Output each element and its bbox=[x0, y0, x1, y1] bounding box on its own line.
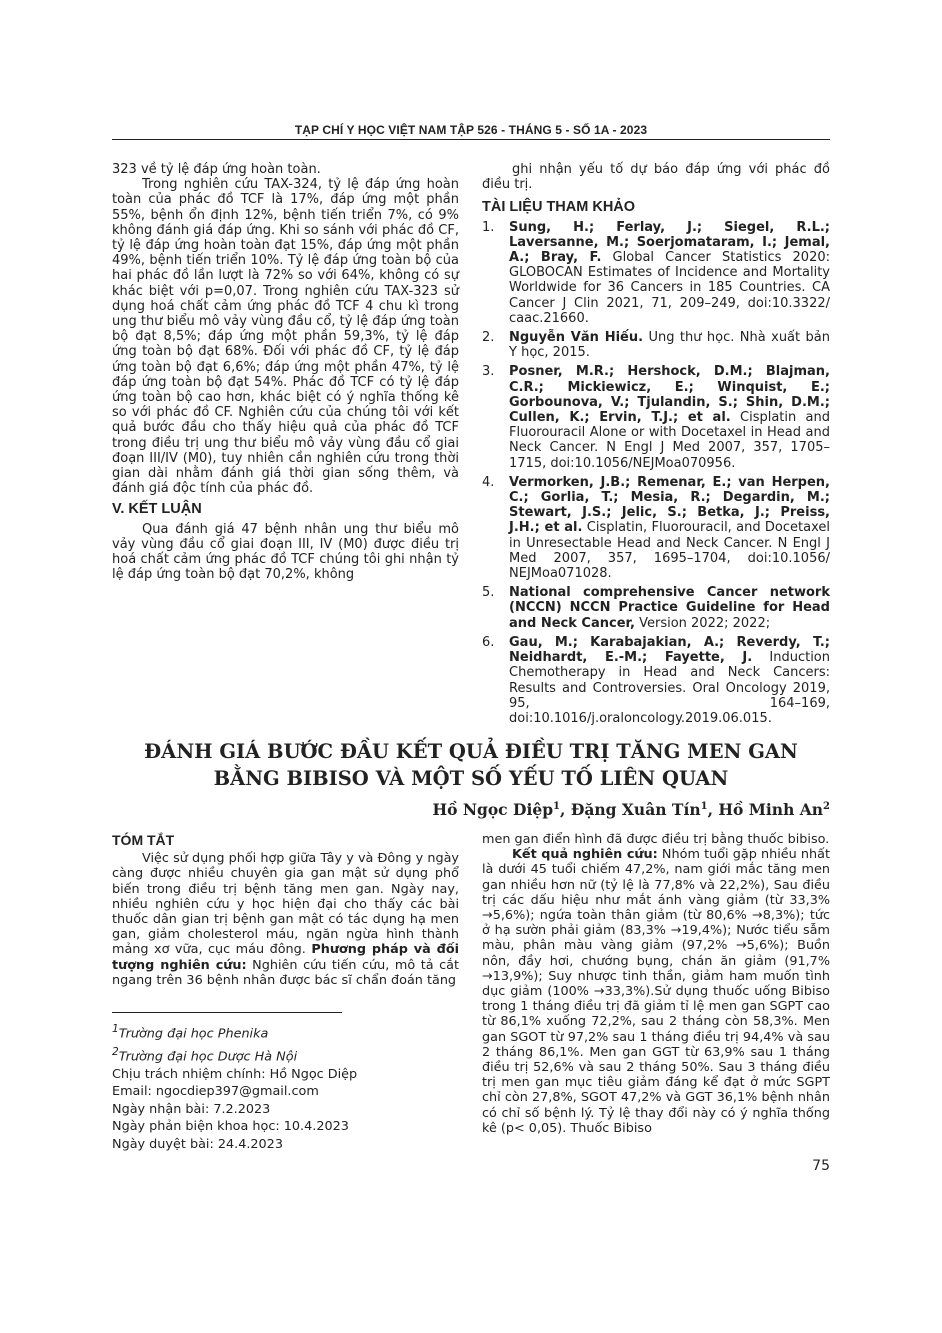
section-heading-conclusion: V. KẾT LUẬN bbox=[112, 501, 202, 518]
received-date: Ngày nhận bài: 7.2.2023 bbox=[112, 1101, 271, 1117]
references-heading: TÀI LIỆU THAM KHẢO bbox=[482, 199, 636, 216]
contact-email: Email: ngocdiep397@gmail.com bbox=[112, 1084, 319, 1100]
reference-item: 4. Vermorken, J.B.; Remenar, E.; van Herpen, C.; Gorlia, T.; Mesia, R.; Degardin, M.; Stewart, J.S.; Jelic, S.; Betka, J.; Preiss, J.H.; et al. Cisplatin, Fluorouracil, and Docetaxel in Unresectable Head and Neck Cancer. N Engl J Med 2007, 357, 1695–1704, doi:10.1056/ NEJMoa071028. bbox=[482, 474, 830, 582]
footnote-rule bbox=[112, 1012, 342, 1013]
affiliation-1: $^1$Trường đại học Phenika bbox=[112, 1022, 269, 1042]
title-line: ĐÁNH GIÁ BƯỚC ĐẦU KẾT QUẢ ĐIỀU TRỊ TĂNG MEN GAN bbox=[144, 740, 798, 763]
reference-list bbox=[482, 220, 830, 727]
abstract-right-column bbox=[482, 832, 830, 1136]
reference-item: 5. National comprehensive Cancer network (NCCN) NCCN Practice Guideline for Head and Neck Cancer, Version 2022; 2022; bbox=[482, 585, 830, 631]
reference-item: 1. Sung, H.; Ferlay, J.; Siegel, R.L.; Laversanne, M.; Soerjomataram, I.; Jemal, A.; Bray, F. Global Cancer Statistics 2020: GLOBOCAN Estimates of Incidence and Mortality Worldwide for 36 Cancers in 185 Countries. CA Cancer J Clin 2021, 71, 209–249, doi:10.3322/ caac.21660. bbox=[482, 219, 831, 326]
affiliation-sup: 1 bbox=[700, 800, 708, 812]
affiliation-sup: 1 bbox=[553, 800, 561, 812]
abstract-left-column bbox=[112, 833, 459, 988]
top-left-column bbox=[112, 162, 459, 582]
author-name: Hồ Minh An bbox=[718, 800, 824, 819]
author-list: Hồ Ngọc Diệp$^1$, Đặng Xuân Tín$^1$, Hồ Minh An$^2$ bbox=[432, 800, 830, 819]
paragraph: Kết quả nghiên cứu: Nhóm tuổi gặp nhiều nhất là dưới 45 tuổi chiếm 47,2%, nam giới mắc tăng men gan nhiều hơn nữ (tỷ lệ là 77,8% và 22,2%), Sau điều trị các dấu hiệu như mắt ánh vàng giảm (từ 33,3% →5,6%); ngứa toàn thân giảm (từ 80,6% →8,3%); tức ở hạ sườn phải giảm (83,3% →19,4%); Nước tiểu sẫm màu, phân màu vàng giảm (97,2% →5,6%); Buồn nôn, đầy hơi, chướng bụng, chán ăn giảm (91,7% →13,9%); Suy nhược tinh thần, giảm ham muốn tình dục giảm (100% →33,3%).Sử dụng thuốc uống Bibiso trong 1 tháng điều trị đã giảm tỉ lệ men gan SGPT cao từ 86,1% xuống 72,2%, sau 2 tháng còn 58,3%. Men gan SGOT từ 97,2% sau 1 tháng điều trị 94,4% và sau 2 tháng 86,1%. Men gan GGT từ 63,9% sau 1 tháng điều trị 52,6% và sau 2 tháng 50%. Sau 3 tháng điều trị men gan mục tiêu giảm đáng kể đạt ở mức SGPT chỉ còn 27,8%, SGOT 47,2% và GGT 36,1% bệnh nhân có chỉ số bệnh lý. Tỷ lệ thay đổi này có ý nghĩa thống kê (p< 0,05). Thuốc Bibiso bbox=[482, 847, 831, 1136]
author-name: Đặng Xuân Tín bbox=[570, 800, 701, 819]
footnotes bbox=[112, 1020, 472, 1153]
paragraph: Việc sử dụng phối hợp giữa Tây y và Đông y ngày càng được nhiều chuyên gia gan mật sử dụng phổ biến trong điều trị bệnh tăng men gan. Ngày nay, nhiều nghiên cứu y học hiện đại cho thấy các bài thuốc dân gian trị bệnh gan mật có tác dụng hạ men gan, giảm cholesterol máu, ngăn ngừa hình thành mảng xơ vữa, cục máu đông. Phương pháp và đối tượng nghiên cứu: Nghiên cứu tiến cứu, mô tả cắt ngang trên 36 bệnh nhân được bác sĩ chẩn đoán tăng bbox=[112, 851, 459, 988]
article-title bbox=[112, 738, 830, 792]
accepted-date: Ngày duyệt bài: 24.4.2023 bbox=[112, 1136, 283, 1152]
affiliation-sup: 2 bbox=[823, 800, 830, 812]
page-number: 75 bbox=[812, 1158, 830, 1174]
top-right-column bbox=[482, 162, 830, 730]
reference-item: 3. Posner, M.R.; Hershock, D.M.; Blajman, C.R.; Mickiewicz, E.; Winquist, E.; Gorbounova, V.; Tjulandin, S.; Shin, D.M.; Cullen, K.; Ervin, T.J.; et al. Cisplatin and Fluorouracil Alone or with Docetaxel in Head and Neck Cancer. N Engl J Med 2007, 357, 1705–1715, doi:10.1056/NEJMoa070956. bbox=[482, 364, 830, 471]
abstract-heading: TÓM TẮT bbox=[112, 832, 175, 848]
paragraph: Qua đánh giá 47 bệnh nhân ung thư biểu mô vảy vùng đầu cổ giai đoạn III, IV (M0) được điều trị hoá chất cảm ứng phác đồ TCF chúng tôi ghi nhận tỷ lệ đáp ứng toàn bộ đạt 70,2%, không bbox=[112, 521, 459, 583]
affiliation-2: $^2$Trường đại học Dược Hà Nội bbox=[112, 1044, 298, 1065]
methods-label: Phương pháp và đối tượng nghiên cứu: bbox=[112, 942, 459, 973]
reference-item: 6. Gau, M.; Karabajakian, A.; Reverdy, T.; Neidhardt, E.-M.; Fayette, J. Induction Chemotherapy in Head and Neck Cancers: Results and Controversies. Oral Oncology 2019, 95, 164–169, doi:10.1016/j.oraloncology.2019.06.015. bbox=[482, 634, 831, 726]
paragraph: Trong nghiên cứu TAX-324, tỷ lệ đáp ứng hoàn toàn của phác đồ TCF là 17%, đáp ứng một phần 55%, bệnh ổn định 12%, bệnh tiến triển 7%, có 9% không đánh giá đáp ứng. Khi so sánh với phác đồ CF, tỷ lệ đáp ứng hoàn toàn đạt 15%, đáp ứng một phần 49%, bệnh tiến triển 10%. Tỷ lệ đáp ứng toàn bộ của hai phác đồ lần lượt là 72% so với 64%, không có sự khác biệt với p=0,07. Trong nghiên cứu TAX-323 sử dụng hoá chất cảm ứng phác đồ TCF 4 chu kì trong ung thư biểu mô vảy vùng đầu cổ, tỷ lệ đáp ứng toàn bộ đạt 8,5%; đáp ứng một phần 59,3%, tỷ lệ đáp ứng toàn bộ đạt 68%. Đối với phác đồ CF, tỷ lệ đáp ứng toàn bộ đạt 6,6%; đáp ứng một phần 47%, tỷ lệ đáp ứng toàn bộ đạt 54%. Phác đồ TCF có tỷ lệ đáp ứng toàn bộ cao hơn, khác biệt có ý nghĩa thống kê so với phác đồ CF. Nghiên cứu của chúng tôi với kết quả bước đầu cho thấy hiệu quả của phác đồ TCF trong điều trị ung thư biểu mô vảy vùng đầu cổ giai đoạn III/IV (M0), tuy nhiên cần nghiên cứu trong thời gian dài nhằm đánh giá thời gian sống thêm, và đánh giá độc tính của phác đồ. bbox=[112, 177, 459, 497]
title-line: BẰNG BIBISO VÀ MỘT SỐ YẾU TỐ LIÊN QUAN bbox=[213, 767, 729, 790]
paragraph: men gan điển hình đã được điều trị bằng thuốc bibiso. bbox=[482, 832, 830, 847]
paragraph: 323 về tỷ lệ đáp ứng hoàn toàn. bbox=[112, 162, 321, 177]
responsible-author: Chịu trách nhiệm chính: Hồ Ngọc Diệp bbox=[112, 1066, 358, 1082]
header-rule bbox=[112, 139, 830, 140]
reference-item: 2. Nguyễn Văn Hiếu. Ung thư học. Nhà xuất bản Y học, 2015. bbox=[482, 330, 830, 361]
paragraph: ghi nhận yếu tố dự báo đáp ứng với phác đồ điều trị. bbox=[482, 162, 830, 193]
results-label: Kết quả nghiên cứu: bbox=[512, 847, 658, 863]
running-header: TẠP CHÍ Y HỌC VIỆT NAM TẬP 526 - THÁNG 5 - SỐ 1A - 2023 bbox=[294, 123, 648, 137]
review-date: Ngày phản biện khoa học: 10.4.2023 bbox=[112, 1119, 349, 1135]
author-name: Hồ Ngọc Diệp bbox=[432, 800, 554, 819]
